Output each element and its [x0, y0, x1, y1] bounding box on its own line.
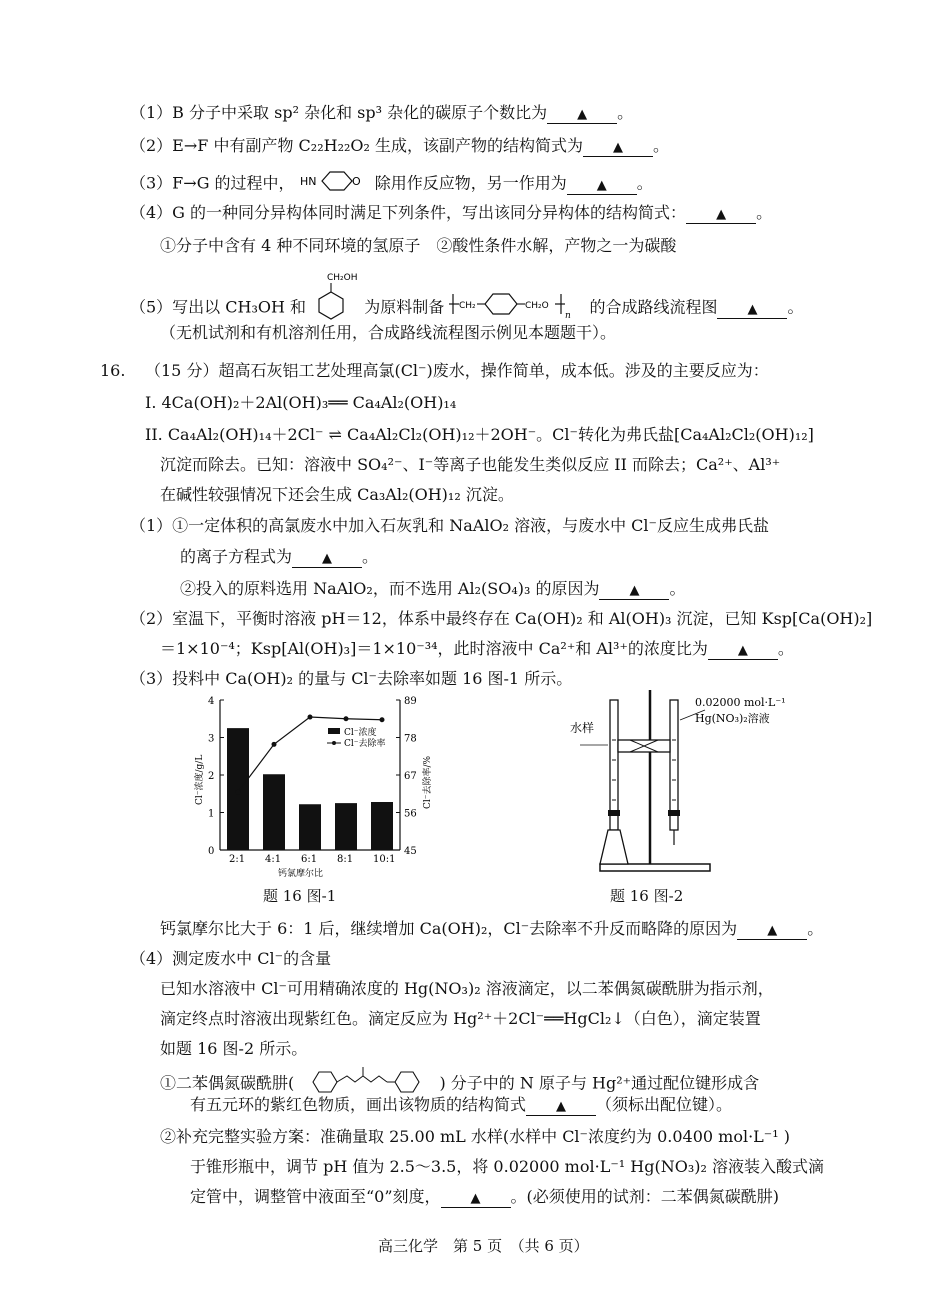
- answer-blank: ▲: [708, 643, 778, 660]
- q15-part5-note: （无机试剂和有机溶剂任用，合成路线流程图示例见本题题干）。: [160, 323, 617, 342]
- right-tick-label: 78: [404, 733, 417, 745]
- bar-8:1: [335, 803, 357, 850]
- answer-blank: ▲: [547, 107, 617, 124]
- conical-flask: [600, 830, 628, 864]
- x-tick-label: 8:1: [337, 854, 354, 865]
- titrant-name-label: Hg(NO₃)₂溶液: [695, 712, 770, 725]
- stand-base: [600, 864, 710, 871]
- x-tick-label: 4:1: [265, 854, 282, 865]
- right-tick-label: 45: [404, 846, 417, 857]
- polymer-structure: [449, 290, 584, 326]
- figure-16-2-caption: 题 16 图-2: [610, 887, 684, 905]
- q16-part1a: （1）①一定体积的高氯废水中加入石灰乳和 NaAlO₂ 溶液，与废水中 Cl⁻反应生成弗氏盐: [130, 516, 769, 535]
- titrant-conc-label: 0.02000 mol·L⁻¹: [695, 696, 786, 709]
- polymer-ch2o-label: CH₂O: [525, 301, 550, 311]
- q16-part4c: 如题 16 图-2 所示。: [160, 1039, 308, 1058]
- x-axis-label: 钙氯摩尔比: [278, 869, 324, 879]
- left-tick-label: 4: [208, 696, 215, 707]
- removal-rate-point-6:1: [308, 715, 313, 720]
- figure-16-1-chart: [180, 690, 470, 880]
- q16-part1c: ②投入的原料选用 NaAlO₂，而不选用 Al₂(SO₄)₃ 的原因为 ▲ 。: [180, 579, 686, 598]
- answer-blank: ▲: [686, 207, 756, 224]
- chart-line: [236, 715, 385, 795]
- morpholine-o-label: O: [351, 175, 361, 188]
- right-axis-label: Cl⁻去除率/%: [423, 755, 433, 809]
- q16-part2b: ＝1×10⁻⁴；Ksp[Al(OH)₃]＝1×10⁻³⁴，此时溶液中 Ca²⁺和 Al³⁺的浓度比为 ▲ 。: [160, 639, 794, 658]
- page-footer: 高三化学 第 5 页 （共 6 页）: [378, 1237, 589, 1255]
- answer-blank: ▲: [717, 302, 787, 319]
- q16-part4e: 有五元环的紫红色物质，画出该物质的结构简式 ▲ （须标出配位键）。: [190, 1095, 733, 1114]
- q16-part4: （4）测定废水中 Cl⁻的含量: [130, 949, 332, 968]
- morpholine-nh-label: HN: [299, 175, 317, 188]
- q15-part3: （3）F→G 的过程中， HN O 除用作反应物，另一作用为 ▲ 。: [130, 168, 653, 200]
- bar-10:1: [371, 802, 393, 850]
- x-tick-label: 10:1: [373, 854, 396, 865]
- q16-part4h: 定管中，调整管中液面至“0”刻度， ▲ 。(必须使用的试剂：二苯偶氮碳酰肼): [190, 1187, 780, 1206]
- q16-part3: （3）投料中 Ca(OH)₂ 的量与 Cl⁻去除率如题 16 图-1 所示。: [130, 669, 573, 688]
- benzyl-alcohol-structure: [311, 270, 359, 326]
- right-tick-label: 89: [404, 696, 417, 707]
- left-tick-label: 1: [208, 808, 215, 820]
- bar-2:1: [227, 728, 249, 850]
- q16-reaction-1: I. 4Ca(OH)₂＋2Al(OH)₃══ Ca₄Al₂(OH)₁₄: [145, 393, 457, 412]
- x-tick-label: 6:1: [301, 854, 318, 865]
- left-axis-label: Cl⁻浓度/g/L: [195, 754, 205, 805]
- q15-part4-conditions: ①分子中含有 4 种不同环境的氢原子 ②酸性条件水解，产物之一为碳酸: [160, 236, 677, 255]
- figure-16-2-apparatus: [570, 680, 790, 880]
- answer-blank: ▲: [583, 140, 653, 157]
- q16-part4d: ①二苯偶氮碳酰肼( ) 分子中的 N 原子与 Hg²⁺通过配位键形成含: [160, 1064, 759, 1104]
- q15-part5: （5）写出以 CH₃OH 和 CH₂OH 为原料制备 CH₂ CH₂O n 的合成路线流程图 ▲ 。: [130, 280, 803, 336]
- right-tick-label: 67: [404, 771, 417, 782]
- answer-blank: ▲: [737, 923, 807, 940]
- q16-part2a: （2）室温下，平衡时溶液 pH＝12，体系中最终存在 Ca(OH)₂ 和 Al(OH)₃ 沉淀，已知 Ksp[Ca(OH)₂]: [130, 609, 873, 628]
- q16-number: 16.: [100, 361, 126, 380]
- q15-part4: （4）G 的一种同分异构体同时满足下列条件，写出该同分异构体的结构简式： ▲ 。: [130, 203, 773, 222]
- bar-6:1: [299, 804, 321, 850]
- left-tick-label: 2: [208, 771, 215, 782]
- removal-rate-point-10:1: [380, 717, 385, 722]
- q16-reaction-2-c: 在碱性较强情况下还会生成 Ca₃Al₂(OH)₁₂ 沉淀。: [160, 485, 514, 504]
- polymer-n-label: n: [565, 311, 572, 320]
- q16-part3b: 钙氯摩尔比大于 6：1 后，继续增加 Ca(OH)₂，Cl⁻去除率不升反而略降的原因为 ▲ 。: [160, 919, 824, 938]
- answer-blank: ▲: [567, 178, 637, 195]
- legend-bar-swatch: [328, 728, 340, 734]
- x-tick-label: 2:1: [229, 854, 246, 865]
- q16-part1b: 的离子方程式为 ▲ 。: [180, 547, 379, 566]
- answer-blank: ▲: [441, 1191, 511, 1208]
- legend-line-dot: [332, 741, 336, 745]
- removal-rate-point-2:1: [236, 790, 241, 795]
- q16-part4f: ②补充完整实验方案：准确量取 25.00 mL 水样(水样中 Cl⁻浓度约为 0.0400 mol·L⁻¹ ): [160, 1127, 790, 1146]
- q15-part1: （1）B 分子中采取 sp² 杂化和 sp³ 杂化的碳原子个数比为 ▲ 。: [130, 103, 634, 122]
- q16-reaction-2: II. Ca₄Al₂(OH)₁₄＋2Cl⁻ ⇌ Ca₄Al₂Cl₂(OH)₁₂＋2OH⁻。Cl⁻转化为弗氏盐[Ca₄Al₂Cl₂(OH)₁₂]: [145, 425, 814, 444]
- water-sample-label: 水样: [570, 721, 595, 735]
- answer-blank: ▲: [292, 551, 362, 568]
- benzyl-ch2oh-label: CH₂OH: [327, 273, 358, 283]
- answer-blank: ▲: [526, 1099, 596, 1116]
- legend-line-label: Cl⁻去除率: [344, 739, 386, 749]
- bar-4:1: [263, 774, 285, 850]
- right-tick-label: 56: [404, 808, 417, 820]
- morpholine-structure: [300, 168, 370, 200]
- q16-intro: （15 分）超高石灰铝工艺处理高氯(Cl⁻)废水，操作简单，成本低。涉及的主要反应为：: [145, 361, 769, 380]
- removal-rate-point-4:1: [272, 742, 277, 747]
- q16-reaction-2-b: 沉淀而除去。已知：溶液中 SO₄²⁻、I⁻等离子也能发生类似反应 II 而除去；Ca²⁺、Al³⁺: [160, 455, 781, 474]
- q15-part2: （2）E→F 中有副产物 C₂₂H₂₂O₂ 生成，该副产物的结构简式为 ▲ 。: [130, 136, 670, 155]
- q16-part4a: 已知水溶液中 Cl⁻可用精确浓度的 Hg(NO₃)₂ 溶液滴定，以二苯偶氮碳酰肼为指示剂，: [160, 979, 774, 998]
- q16-part4b: 滴定终点时溶液出现紫红色。滴定反应为 Hg²⁺＋2Cl⁻══HgCl₂↓（白色），滴定装置: [160, 1009, 761, 1028]
- figure-16-1-caption: 题 16 图-1: [263, 887, 337, 905]
- left-tick-label: 3: [208, 733, 215, 745]
- legend-bar-label: Cl⁻浓度: [344, 728, 377, 738]
- polymer-ch2-label: CH₂: [459, 301, 477, 311]
- removal-rate-point-8:1: [344, 716, 349, 721]
- q16-part4g: 于锥形瓶中，调节 pH 值为 2.5～3.5，将 0.02000 mol·L⁻¹ Hg(NO₃)₂ 溶液装入酸式滴: [190, 1157, 824, 1176]
- left-tick-label: 0: [208, 846, 215, 857]
- answer-blank: ▲: [599, 583, 669, 600]
